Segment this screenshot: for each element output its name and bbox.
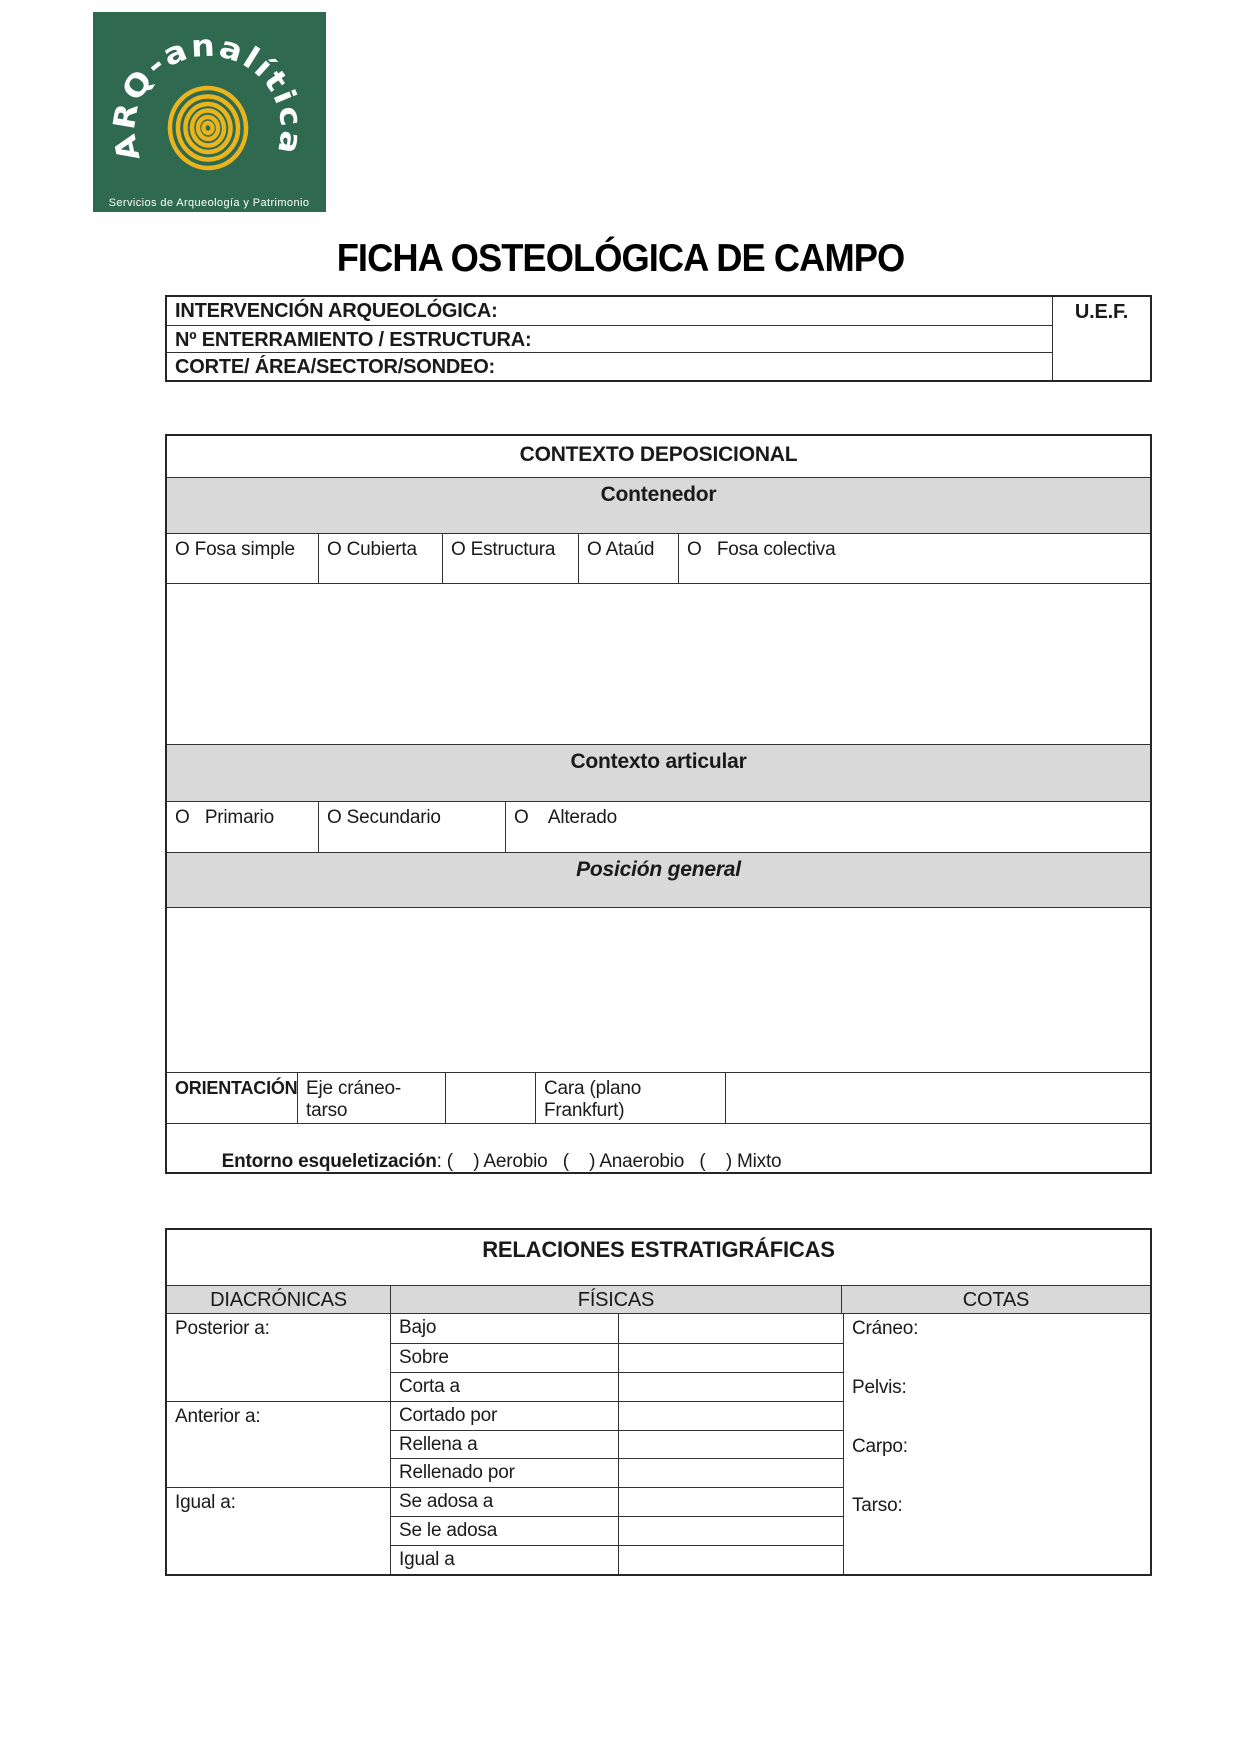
fisicas-value-cell[interactable] xyxy=(619,1487,843,1516)
contexto-deposicional-title: CONTEXTO DEPOSICIONAL xyxy=(519,443,798,466)
uef-label: U.E.F. xyxy=(1074,301,1129,323)
option-estructura[interactable]: O Estructura xyxy=(442,534,578,583)
fisicas-row-rellenado-por: Rellenado por xyxy=(391,1458,618,1487)
header-table xyxy=(165,295,1152,382)
column-header-fisicas: FÍSICAS xyxy=(390,1286,841,1313)
relaciones-title: RELACIONES ESTRATIGRÁFICAS xyxy=(482,1237,835,1262)
posicion-general-notes-area[interactable] xyxy=(167,908,1150,1072)
logo xyxy=(93,12,326,212)
fisicas-row-igual-a: Igual a xyxy=(391,1545,618,1574)
fisicas-value-cell[interactable] xyxy=(619,1545,843,1574)
entorno-esqueletizacion-label: Entorno esqueletización xyxy=(221,1151,437,1172)
field-numero-enterramiento[interactable] xyxy=(167,325,1052,353)
fisicas-value-cell[interactable] xyxy=(619,1372,843,1401)
field-corte-area-sector-sondeo[interactable] xyxy=(167,352,1052,380)
column-header-cotas: COTAS xyxy=(841,1286,1150,1313)
option-primario[interactable]: O Primario xyxy=(175,807,274,828)
option-cubierta[interactable]: O Cubierta xyxy=(318,534,442,583)
logo-arc-text: ARQ-analítica xyxy=(107,28,309,165)
option-alterado[interactable]: O Alterado xyxy=(505,802,1150,852)
contexto-deposicional-table xyxy=(165,434,1152,1174)
cotas-cell[interactable] xyxy=(843,1314,1150,1574)
fisicas-label-column xyxy=(390,1314,618,1574)
fisicas-value-cell[interactable] xyxy=(619,1314,843,1343)
option-secundario[interactable]: O Secundario xyxy=(318,802,505,852)
cara-plano-frankfurt-value-cell[interactable] xyxy=(725,1073,1150,1123)
fisicas-value-cell[interactable] xyxy=(619,1458,843,1487)
option-ataud[interactable]: O Ataúd xyxy=(578,534,678,583)
fisicas-value-cell[interactable] xyxy=(619,1516,843,1545)
fisicas-row-corta-a: Corta a xyxy=(391,1372,618,1401)
eje-craneo-tarso-label: Eje cráneo-tarso xyxy=(297,1073,445,1123)
fisicas-value-cell[interactable] xyxy=(619,1401,843,1430)
contenedor-header: Contenedor xyxy=(167,478,1150,533)
contexto-articular-header: Contexto articular xyxy=(167,745,1150,801)
cotas-craneo-label: Cráneo: xyxy=(852,1318,919,1339)
fisicas-row-cortado-por: Cortado por xyxy=(391,1401,618,1430)
uef-cell[interactable] xyxy=(1052,297,1150,380)
group-anterior-a[interactable]: Anterior a: xyxy=(167,1401,390,1488)
column-header-diacronicas: DIACRÓNICAS xyxy=(167,1286,390,1313)
field-enterramiento-label: Nº ENTERRAMIENTO / ESTRUCTURA: xyxy=(175,328,532,351)
header-table-fields xyxy=(167,297,1052,380)
cotas-pelvis-label: Pelvis: xyxy=(852,1377,907,1398)
posicion-general-header: Posición general xyxy=(167,853,1150,907)
entorno-esqueletizacion-options: : ( ) Aerobio ( ) Anaerobio ( ) Mixto xyxy=(436,1151,782,1172)
fisicas-row-rellena-a: Rellena a xyxy=(391,1430,618,1459)
cotas-tarso-label: Tarso: xyxy=(852,1495,903,1516)
option-fosa-colectiva[interactable]: O Fosa colectiva xyxy=(678,534,1150,583)
fisicas-row-se-adosa-a: Se adosa a xyxy=(391,1487,618,1516)
fisicas-value-column xyxy=(618,1314,843,1574)
fisicas-value-cell[interactable] xyxy=(619,1430,843,1459)
field-intervencion-arqueologica[interactable] xyxy=(167,297,1052,325)
orientacion-label: ORIENTACIÓN xyxy=(175,1078,297,1098)
field-corte-label: CORTE/ ÁREA/SECTOR/SONDEO: xyxy=(175,356,496,379)
entorno-esqueletizacion-row[interactable] xyxy=(167,1124,1150,1172)
fisicas-row-se-le-adosa: Se le adosa xyxy=(391,1516,618,1545)
relaciones-estratigraficas-table xyxy=(165,1228,1152,1576)
page-title: FICHA OSTEOLÓGICA DE CAMPO xyxy=(336,237,905,280)
logo-tagline: Servicios de Arqueología y Patrimonio xyxy=(108,197,310,209)
eje-craneo-tarso-value-cell[interactable] xyxy=(445,1073,535,1123)
group-igual-a[interactable]: Igual a: xyxy=(167,1487,390,1574)
cotas-carpo-label: Carpo: xyxy=(852,1436,908,1457)
option-fosa-simple[interactable]: O Fosa simple xyxy=(175,539,295,560)
cara-plano-frankfurt-label: Cara (plano Frankfurt) xyxy=(535,1073,725,1123)
fisicas-row-sobre: Sobre xyxy=(391,1343,618,1372)
group-posterior-a[interactable]: Posterior a: xyxy=(175,1318,270,1339)
diacronicas-column xyxy=(167,1314,390,1574)
field-intervencion-label: INTERVENCIÓN ARQUEOLÓGICA: xyxy=(175,300,498,322)
fisicas-value-cell[interactable] xyxy=(619,1343,843,1372)
fisicas-row-bajo: Bajo xyxy=(399,1317,437,1338)
contenedor-notes-area[interactable] xyxy=(167,584,1150,744)
